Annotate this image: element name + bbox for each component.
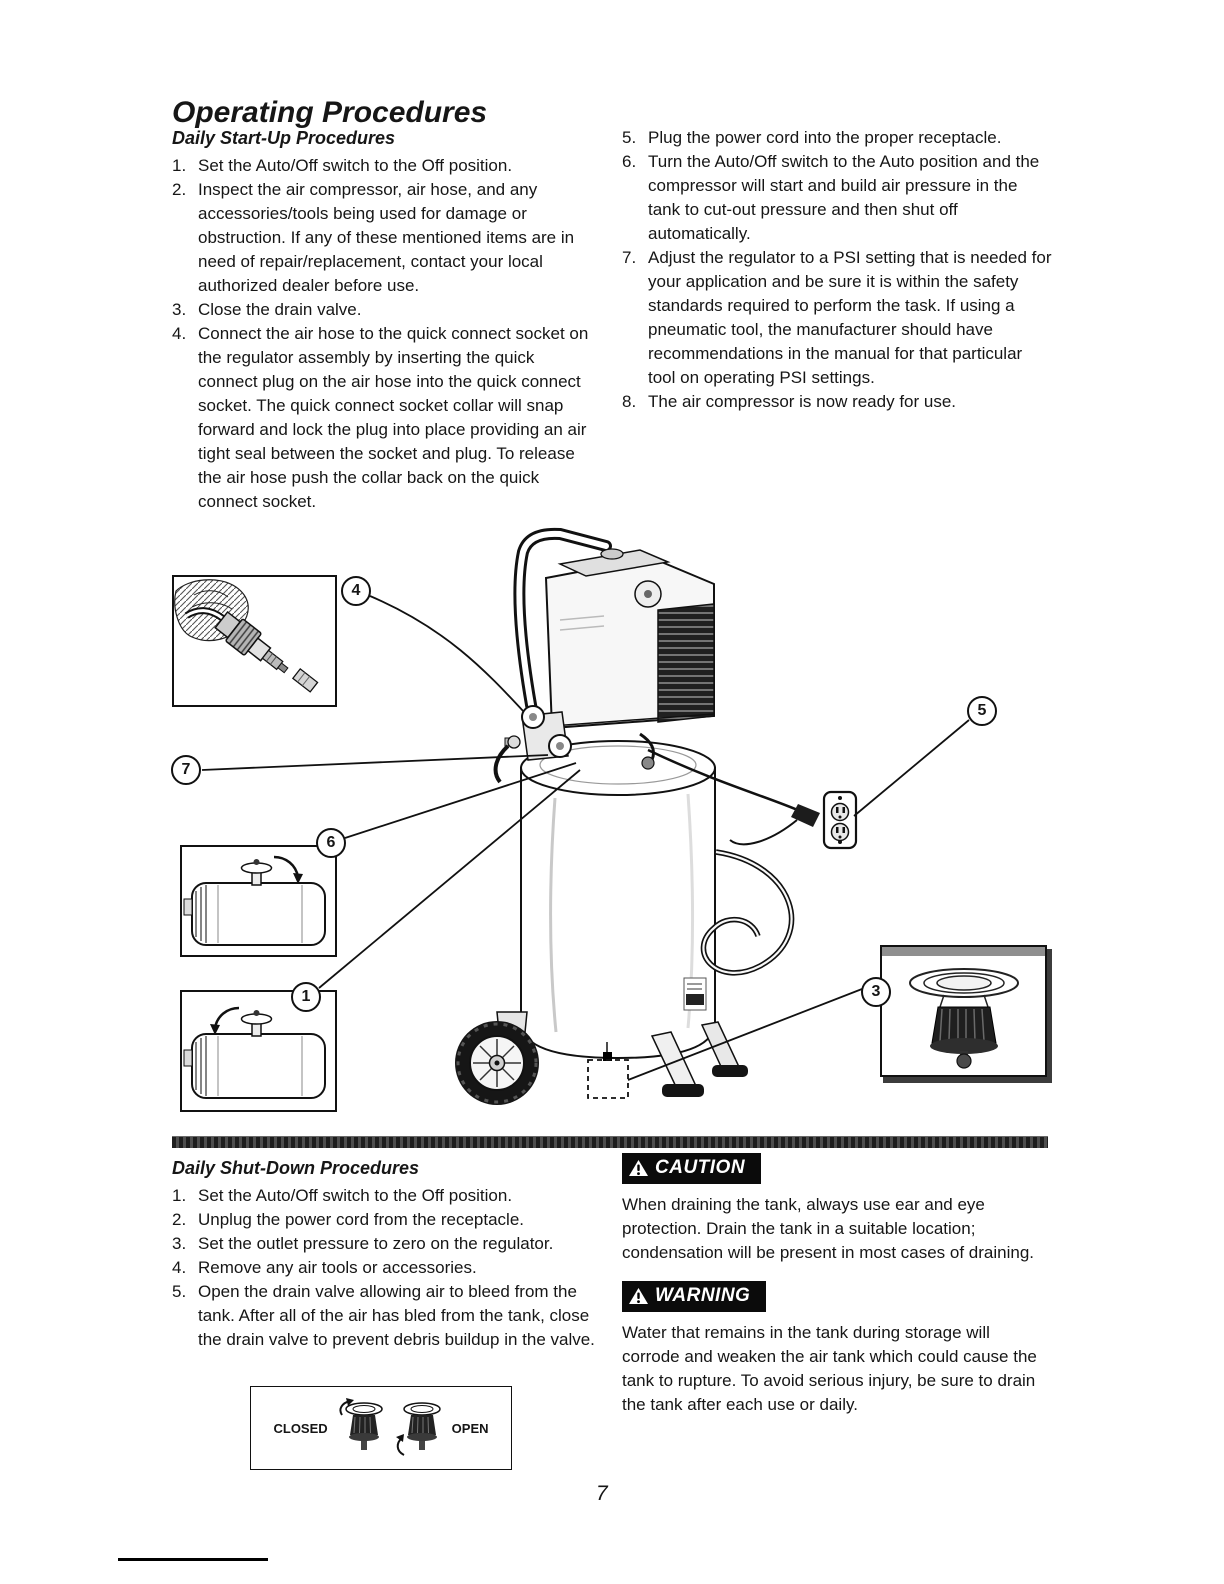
step-6: [622, 150, 1052, 246]
step-number: 3.: [172, 1234, 187, 1253]
startup-right-column: [622, 126, 1052, 414]
step-text: Set the Auto/Off switch to the Off position.: [198, 156, 513, 175]
step-2: [172, 1208, 608, 1232]
caution-header: [622, 1153, 761, 1184]
callout-3: 3: [861, 977, 891, 1007]
valve-closed-open-figure: [250, 1386, 512, 1470]
drain-valve-close-illustration: [182, 847, 335, 955]
startup-steps-right: [622, 126, 1052, 414]
step-number: 2.: [172, 180, 187, 199]
caution-label: CAUTION: [655, 1157, 746, 1178]
step-number: 8.: [622, 392, 637, 411]
warning-header: [622, 1281, 766, 1312]
startup-heading: Daily Start-Up Procedures: [172, 128, 396, 148]
cooling-fins: [658, 604, 714, 722]
step-text: Connect the air hose to the quick connect socket on the regulator assembly by inserting the quick connect plug on the air hose into the quick connect socket. The quick connect socket collar will snap forward and lock the plug into place providing an air tight seal between the socket and plug. To release the air hose push the collar back on the quick connect socket.: [198, 324, 589, 511]
step-text: Inspect the air compressor, air hose, and any accessories/tools being used for damage or obstruction. If any of these mentioned items are in need of repair/replacement, contact your local authorized dealer before use.: [198, 180, 575, 295]
warning-triangle-icon: [628, 1287, 649, 1305]
caution-text: When draining the tank, always use ear and eye protection. Drain the tank in a suitable location; condensation will be present in most cases of draining.: [622, 1195, 1035, 1262]
step-text: Open the drain valve allowing air to bleed from the tank. After all of the air has bled from the tank, close the drain valve to prevent debris buildup in the valve.: [198, 1282, 595, 1349]
step-text: Remove any air tools or accessories.: [198, 1258, 477, 1277]
leader-line-5: [854, 720, 969, 816]
air-hose-coil: [703, 852, 791, 973]
closed-valve-icon: [336, 1397, 386, 1459]
shutdown-heading: Daily Shut-Down Procedures: [172, 1158, 420, 1178]
plug-fitting: [293, 669, 318, 692]
power-plug: [791, 804, 820, 827]
step-4: [172, 322, 596, 514]
step-number: 5.: [622, 128, 637, 147]
step-number: 4.: [172, 1258, 187, 1277]
shutdown-steps: [172, 1184, 608, 1352]
step-1: [172, 154, 596, 178]
step-5: [622, 126, 1052, 150]
callout-4: 4: [341, 576, 371, 606]
closed-label: CLOSED: [273, 1420, 328, 1436]
callout-1: 1: [291, 982, 321, 1012]
step-number: 6.: [622, 152, 637, 171]
callout-5: 5: [967, 696, 997, 726]
step-5: [172, 1280, 608, 1352]
quick-connect-illustration: [174, 577, 335, 705]
step-number: 3.: [172, 300, 187, 319]
step-8: [622, 390, 1052, 414]
warning-triangle-icon: [628, 1159, 649, 1177]
step-text: Close the drain valve.: [198, 300, 362, 319]
step-number: 1.: [172, 156, 187, 175]
step-text: Plug the power cord into the proper receptacle.: [648, 128, 1002, 147]
step-number: 4.: [172, 324, 187, 343]
open-valve-icon: [394, 1397, 444, 1459]
step-number: 1.: [172, 1186, 187, 1205]
warning-label: WARNING: [655, 1285, 751, 1306]
step-text: Set the outlet pressure to zero on the regulator.: [198, 1234, 554, 1253]
open-label: OPEN: [451, 1420, 489, 1436]
step-7: [622, 246, 1052, 390]
wall-outlet: [824, 792, 856, 848]
tank-label-sticker: [684, 978, 706, 1010]
step-4: [172, 1256, 608, 1280]
air-tank: [521, 741, 715, 1058]
step-text: Turn the Auto/Off switch to the Auto position and the compressor will start and build air pressure in the tank to cut-out pressure and then shut off automatically.: [648, 152, 1040, 243]
shutdown-column: [172, 1156, 608, 1352]
warning-text: Water that remains in the tank during storage will corrode and weaken the air tank which could cause the tank to rupture. To avoid serious injury, be sure to drain the tank after each use or daily.: [622, 1323, 1037, 1414]
section-divider-bar: [172, 1136, 1048, 1148]
step-3: [172, 1232, 608, 1256]
step-text: Set the Auto/Off switch to the Off position.: [198, 1186, 513, 1205]
page-title: Operating Procedures: [172, 96, 488, 130]
step-text: The air compressor is now ready for use.: [648, 392, 957, 411]
step-1: [172, 1184, 608, 1208]
step-3: [172, 298, 596, 322]
scan-mark-line: [118, 1558, 268, 1561]
callout-6: 6: [316, 828, 346, 858]
step-2: [172, 178, 596, 298]
step-text: Unplug the power cord from the receptacle.: [198, 1210, 525, 1229]
startup-steps-left: [172, 154, 596, 514]
callout-7: 7: [171, 755, 201, 785]
step-number: 2.: [172, 1210, 187, 1229]
drain-valve-closeup-illustration: [882, 947, 1045, 1075]
step-number: 5.: [172, 1282, 187, 1301]
inset-drain-valve-close-figure: [180, 845, 337, 957]
compressor-diagram: [0, 520, 1224, 1134]
startup-left-column: [172, 126, 596, 514]
leader-line-4: [370, 596, 524, 712]
alerts-column: [622, 1153, 1052, 1433]
step-number: 7.: [622, 248, 637, 267]
inset-drain-valve-closeup-figure: [880, 945, 1047, 1077]
motor-pump-unit: [546, 549, 714, 728]
page-number: 7: [596, 1482, 608, 1505]
inset-quick-connect-figure: [172, 575, 337, 707]
step-text: Adjust the regulator to a PSI setting that is needed for your application and be sure it is within the safety standards required to perform the task. If using a pneumatic tool, the manufacturer should have recommendations in the manual for that particular tool on operating PSI settings.: [648, 248, 1052, 387]
